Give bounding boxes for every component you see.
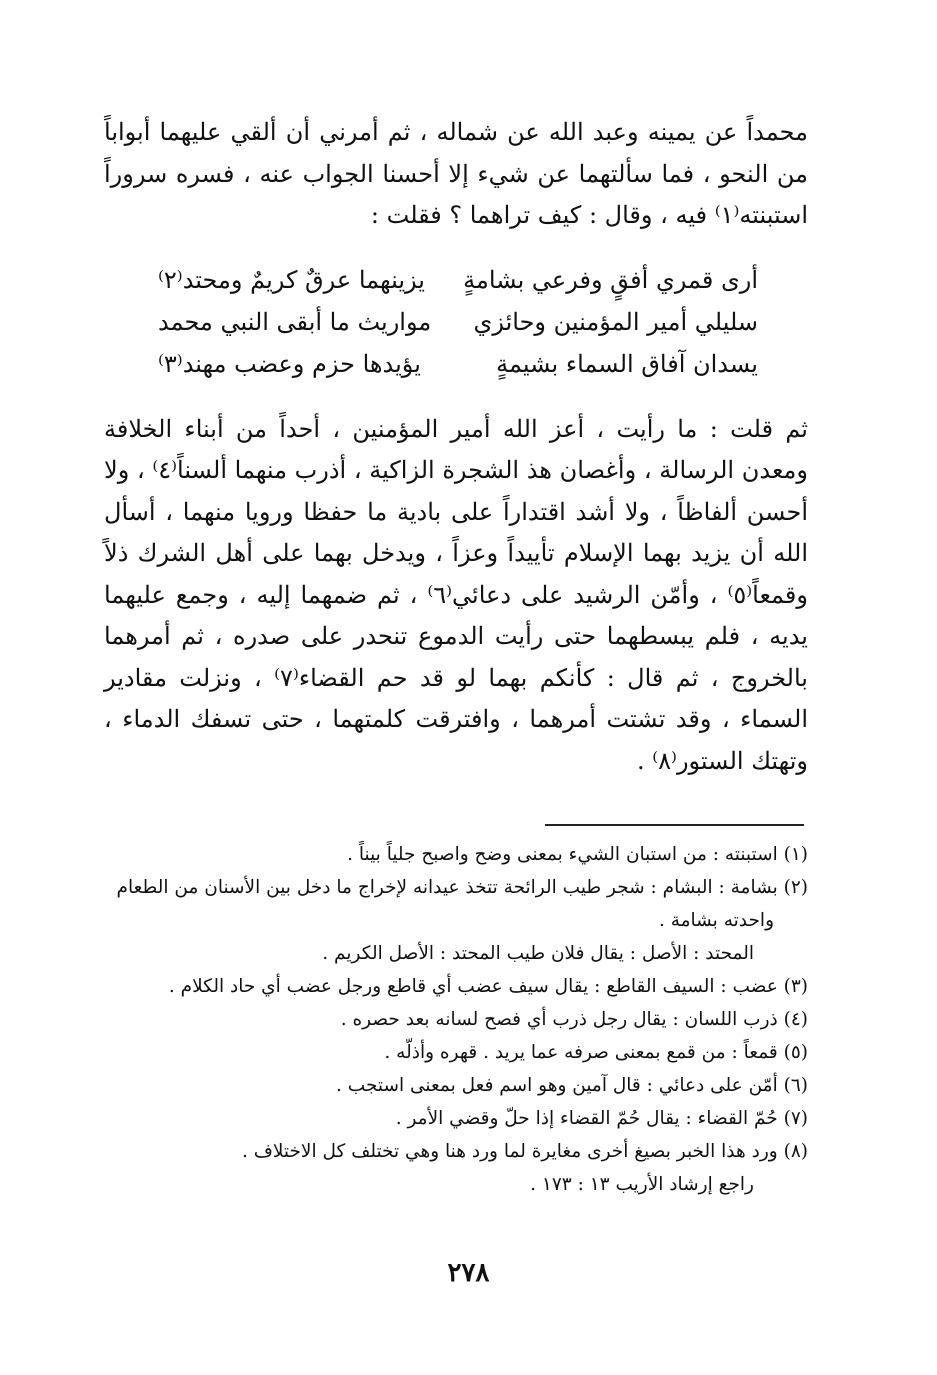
footnote-4: (٤) ذرب اللسان : يقال رجل ذرب أي فصح لسانه بعد حصره . [340, 1009, 808, 1030]
footnote-1: (١) استبنته : من استبان الشيء بمعنى وضح واصبح جلياً بيناً . [347, 844, 808, 865]
footnote-2: (٢) بشامة : البشام : شجر طيب الرائحة تتخذ عيدانه لإخراج ما دخل بين الأسنان من الطعام واحدته بشامة . [116, 877, 808, 931]
verse-first-hemistich: سليلي أمير المؤمنين وحائزي [473, 307, 758, 336]
footnotes [104, 838, 808, 1201]
verse-second-hemistich: يؤيدها حزم وعضب مهند⁽٣⁾ [158, 349, 421, 378]
footnote-8-reference: راجع إرشاد الأريب ١٣ : ١٧٣ . [530, 1174, 754, 1195]
footnote-separator [545, 824, 804, 826]
paragraph-2: ثم قلت : ما رأيت ، أعز الله أمير المؤمنين ، أحداً من أبناء الخلافة ومعدن الرسالة ، وأغصان هذ الشجرة الزاكية ، أذرب منهما ألسناً⁽٤⁾ ، ولا أحسن ألفاظاً ، ولا أشد اقتداراً على بادية ما حفظا ورويا منهما ، أسأل الله أن يزيد بهما الإسلام تأييداً وعزاً ، ويدخل بهما على أهل الشرك ذلاً وقمعاً⁽٥⁾ ، وأمّن الرشيد على دعائي⁽٦⁾ ، ثم ضمهما إليه ، وجمع عليهما يديه ، فلم يبسطهما حتى رأيت الدموع تنحدر على صدره ، ثم أمرهما بالخروج ، ثم قال : كأنكم بهما لو قد حم القضاء⁽٧⁾ ، ونزلت مقادير السماء ، وقد تشتت أمرهما ، وافترقت كلمتهما ، حتى تسفك الدماء ، وتهتك الستور⁽٨⁾ . [104, 414, 808, 775]
verse-first-hemistich: يسدان آفاق السماء بشيمةٍ [496, 349, 758, 378]
page-number: ٢٧٨ [447, 1258, 490, 1288]
poem [104, 259, 808, 385]
verse-second-hemistich: يزينهما عرقٌ كريمٌ ومحتد⁽٢⁾ [158, 265, 425, 294]
poem-verse [104, 343, 808, 385]
verse-second-hemistich: مواريث ما أبقى النبي محمد [158, 307, 432, 336]
poem-verse [104, 259, 808, 301]
footnote-7: (٧) حُمّ القضاء : يقال حُمّ القضاء إذا حلّ وقضي الأمر . [395, 1108, 808, 1129]
paragraph-1: محمداً عن يمينه وعبد الله عن شماله ، ثم أمرني أن ألقي عليهما أبواباً من النحو ، فما سألتهما عن شيء إلا أحسنا الجواب عنه ، فسره سروراً استبنته⁽١⁾ فيه ، وقال : كيف تراهما ؟ فقلت : [104, 118, 808, 229]
footnote-8: (٨) ورد هذا الخبر بصيغ أخرى مغايرة لما ورد هنا وهي تختلف كل الاختلاف . [241, 1141, 808, 1162]
footnote-3: (٣) عضب : السيف القاطع : يقال سيف عضب أي قاطع ورجل عضب أي حاد الكلام . [168, 976, 808, 997]
footnote-6: (٦) أمّن على دعائي : قال آمين وهو اسم فعل بمعنى استجب . [336, 1075, 808, 1096]
footnote-2-continuation: المحتد : الأصل : يقال فلان طيب المحتد : الأصل الكريم . [322, 943, 754, 964]
main-text [104, 112, 808, 782]
footnote-5: (٥) قمعاً : من قمع بمعنى صرفه عما يريد . قهره وأذلّه . [384, 1042, 808, 1063]
poem-verse [104, 301, 808, 343]
verse-first-hemistich: أرى قمري أفقٍ وفرعي بشامةٍ [463, 265, 758, 294]
